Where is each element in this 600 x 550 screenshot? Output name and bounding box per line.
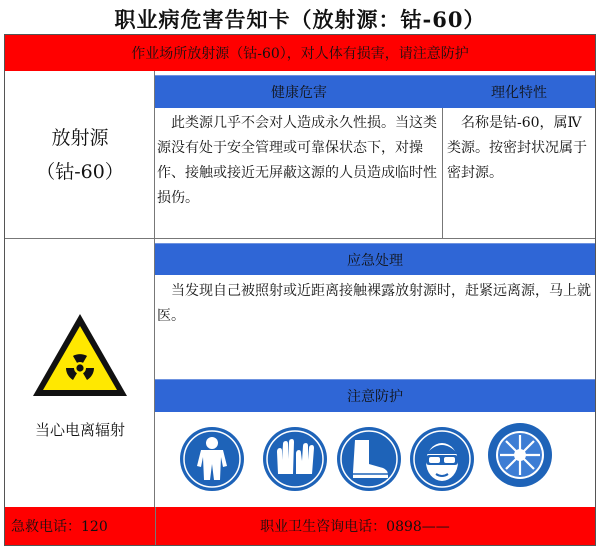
protective-boots-icon [336,426,402,492]
source-cell [5,71,155,239]
footer-divider [155,507,156,545]
properties-text: 名称是钴-60，属Ⅳ类源。按密封状况属于密封源。 [447,115,587,181]
protective-goggles-icon [409,426,475,492]
protection-header-label: 注意防护 [347,389,403,405]
radiation-warning-icon [30,311,130,399]
consult-phone: 职业卫生咨询电话：0898—— [260,519,450,535]
radiation-protection-icon [487,422,553,488]
warning-banner [5,35,595,71]
properties-header-label: 理化特性 [491,85,547,101]
protection-header [155,379,595,412]
protective-suit-icon [179,426,245,492]
warning-banner-text: 作业场所放射源（钴-60），对人体有损害，请注意防护 [131,46,469,62]
properties-header [443,75,595,108]
hazard-sign-label: 当心电离辐射 [34,421,125,439]
emergency-text: 当发现自己被照射或近距离接触裸露放射源时，赶紧远离源，马上就医。 [157,283,591,324]
health-hazard-header-label: 健康危害 [271,85,327,101]
emergency-header [155,243,595,275]
source-name: 放射源 [51,127,109,149]
emergency-header-label: 应急处理 [347,252,403,269]
footer-bar [5,507,595,545]
emergency-phone: 急救电话：120 [11,519,108,535]
health-hazard-text: 此类源几乎不会对人造成永久性损。当这类源没有处于安全管理或可靠保状态下，对操作、接触或接近无屏蔽这源的人员造成临时性损伤。 [157,115,437,206]
health-hazard-header [155,75,443,108]
notice-card [4,34,596,546]
protective-gloves-icon [262,426,328,492]
source-formula: （钴-60） [36,161,124,183]
page-title: 职业病危害告知卡（放射源：钴-60） [114,7,486,32]
